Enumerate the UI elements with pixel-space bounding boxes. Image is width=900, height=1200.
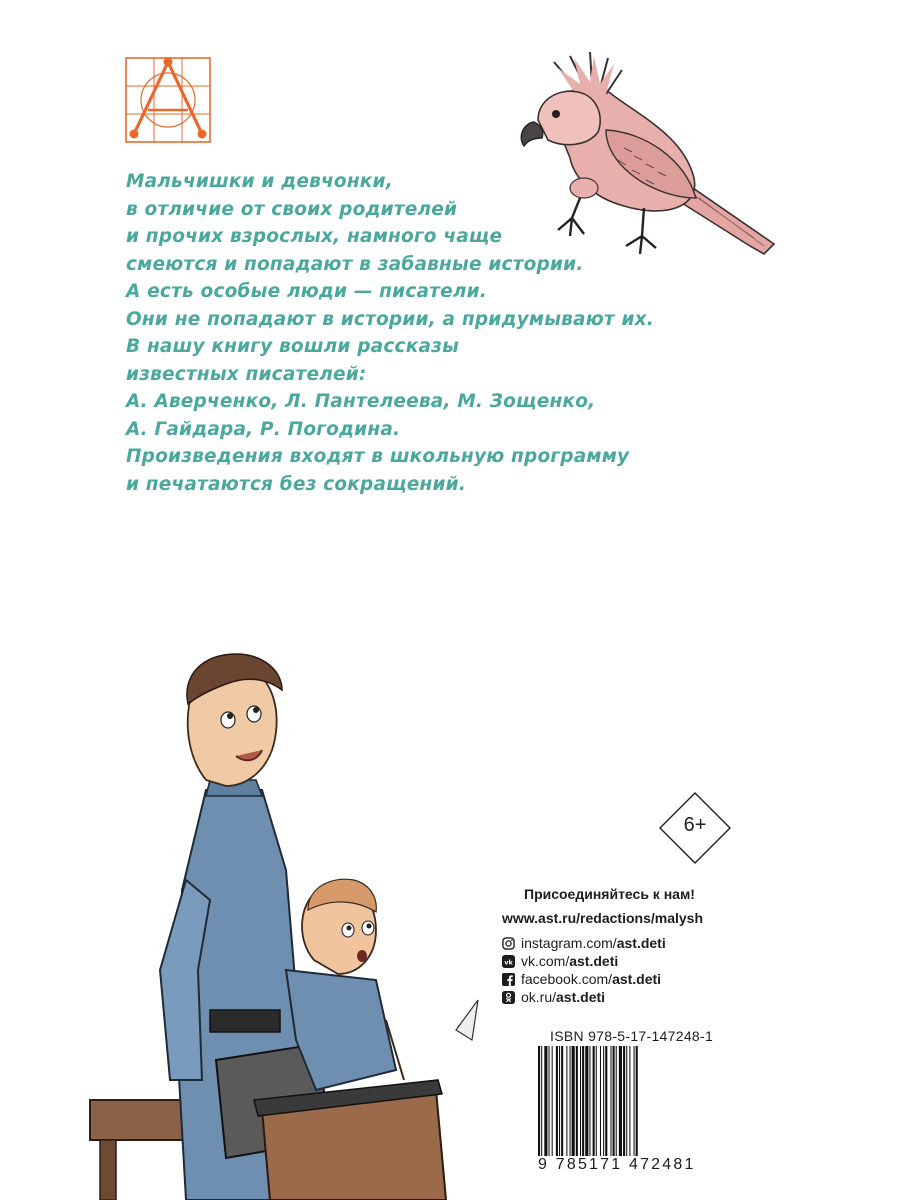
barcode-bar (626, 1046, 627, 1156)
schoolboys-illustration (86, 640, 526, 1200)
barcode-bar (570, 1046, 571, 1156)
description-line: известных писателей: (126, 363, 367, 385)
social-link-odnoklassniki[interactable] (502, 988, 742, 1006)
book-description (126, 168, 746, 498)
description-line: А есть особые люди — писатели. (126, 281, 487, 302)
barcode-bar (619, 1046, 622, 1156)
barcode-bar (610, 1046, 611, 1156)
description-line: А. Гайдара, Р. Погодина. (126, 418, 401, 440)
barcode-digits: 9 785171 472481 (538, 1156, 696, 1173)
publisher-logo-icon (124, 56, 212, 144)
svg-text:vk: vk (504, 958, 513, 967)
barcode-bar (544, 1046, 547, 1156)
barcode-bar (634, 1046, 635, 1156)
description-line: смеются и попадают в забавные истории. (126, 253, 584, 275)
social-link-instagram[interactable] (502, 934, 742, 952)
social-prefix: vk.com/ (521, 953, 570, 969)
isbn-label: ISBN 978-5-17-147248-1 (550, 1028, 714, 1044)
description-line: Мальчишки и девчонки, (126, 171, 393, 192)
social-link-facebook[interactable] (502, 970, 742, 988)
barcode-bar (605, 1046, 607, 1156)
barcode-bar (589, 1046, 590, 1156)
barcode-bar (582, 1046, 584, 1156)
barcode-bar (541, 1046, 542, 1156)
barcode-bar (566, 1046, 567, 1156)
social-handle: ast.deti (556, 989, 606, 1005)
vk-icon (502, 955, 515, 968)
instagram-icon (502, 937, 515, 950)
facebook-icon (502, 973, 515, 986)
social-handle: ast.deti (612, 971, 662, 987)
barcode-bar (580, 1046, 581, 1156)
isbn-barcode (538, 1046, 720, 1156)
social-prefix: facebook.com/ (521, 971, 613, 987)
social-link-vk[interactable] (502, 952, 742, 970)
barcode-bar (623, 1046, 625, 1156)
barcode-bar (549, 1046, 550, 1156)
social-handle: ast.deti (616, 935, 666, 951)
description-line: и прочих взрослых, намного чаще (126, 226, 503, 247)
barcode-bar (576, 1046, 578, 1156)
social-prefix: ok.ru/ (521, 989, 557, 1005)
barcode-bar (613, 1046, 615, 1156)
description-line: В нашу книгу вошли рассказы (126, 336, 460, 357)
barcode-bar (559, 1046, 560, 1156)
social-prefix: instagram.com/ (521, 935, 617, 951)
barcode-bar (596, 1046, 597, 1156)
barcode-bar (629, 1046, 630, 1156)
social-handle: ast.deti (569, 953, 619, 969)
barcode-bar (636, 1046, 638, 1156)
description-line: Произведения входят в школьную программу (126, 446, 630, 467)
odnoklassniki-icon (502, 991, 515, 1004)
barcode-bar (552, 1046, 553, 1156)
barcode-bar (603, 1046, 604, 1156)
website-link[interactable]: www.ast.ru/redactions/malysh (502, 910, 703, 926)
barcode-bar (538, 1046, 540, 1156)
description-line: и печатаются без сокращений. (126, 473, 467, 495)
barcode-bar (593, 1046, 595, 1156)
barcode-bar (616, 1046, 617, 1156)
barcode-bar (556, 1046, 558, 1156)
barcode-bar (600, 1046, 601, 1156)
barcode-bar (585, 1046, 588, 1156)
description-line: Они не попадают в истории, а придумывают их. (126, 308, 654, 330)
age-rating-label: 6+ (683, 814, 707, 836)
barcode-bar (561, 1046, 563, 1156)
join-us-label: Присоединяйтесь к нам! (524, 886, 695, 902)
age-rating-badge (659, 792, 731, 864)
barcode-bar (572, 1046, 575, 1156)
description-line: в отличие от своих родителей (126, 198, 458, 220)
description-line: А. Аверченко, Л. Пантелеева, М. Зощенко, (126, 391, 596, 412)
